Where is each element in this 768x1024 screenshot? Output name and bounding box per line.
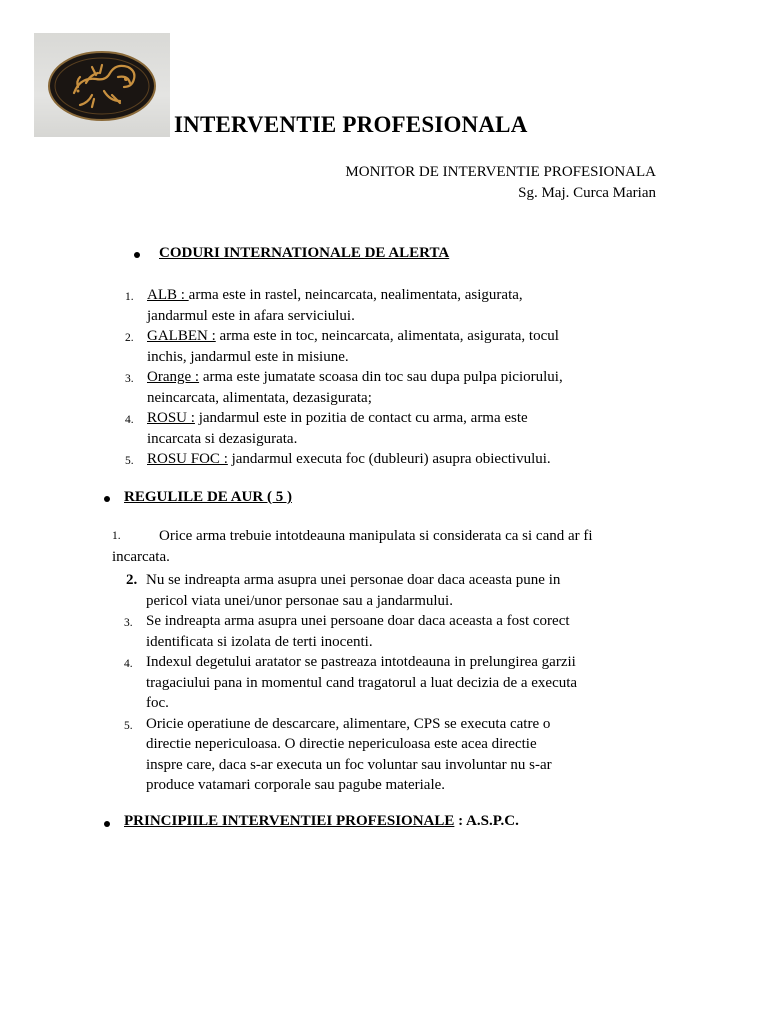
- rule-text-continuation: incarcata.: [112, 549, 170, 565]
- alert-codes-list: [125, 285, 563, 470]
- logo-image: [34, 33, 170, 137]
- author-name: Sg. Maj. Curca Marian: [518, 185, 656, 201]
- section-heading-alert-codes: CODURI INTERNATIONALE DE ALERTA: [159, 245, 450, 261]
- list-item: 3. Orange : arma este jumatate scoasa din toc sau dupa pulpa piciorului,: [125, 369, 563, 385]
- list-item: 1. ALB : arma este in rastel, neincarcata, nealimentata, asigurata,: [125, 287, 523, 303]
- list-item-continuation: incarcata si dezasigurata.: [147, 430, 298, 447]
- lion-emblem-icon: [34, 33, 170, 137]
- bullet-icon: [104, 496, 110, 502]
- author-role: MONITOR DE INTERVENTIE PROFESIONALA: [345, 164, 656, 180]
- section-heading-golden-rules: REGULILE DE AUR ( 5 ): [124, 489, 292, 505]
- rule-text: Orice arma trebuie intotdeauna manipulata si considerata ca si cand ar fi: [159, 528, 593, 544]
- list-item: 3. Se indreapta arma asupra unei persoane doar daca aceasta a fost corect: [124, 613, 570, 629]
- list-item-continuation: inchis, jandarmul este in misiune.: [147, 348, 349, 365]
- list-item: 2. Nu se indreapta arma asupra unei personae doar daca aceasta pune in: [126, 572, 561, 588]
- list-item: 5. ROSU FOC : jandarmul executa foc (dubleuri) asupra obiectivului.: [125, 451, 551, 467]
- list-item: 4. ROSU : jandarmul este in pozitia de contact cu arma, arma este: [125, 410, 528, 426]
- bullet-icon: [134, 252, 140, 258]
- list-item: 4. Indexul degetului aratator se pastreaza intotdeauna in prelungirea garzii: [124, 654, 576, 670]
- list-item-continuation: jandarmul este in afara serviciului.: [147, 307, 355, 324]
- page-title: INTERVENTIE PROFESIONALA: [174, 112, 528, 137]
- author-block: [345, 162, 656, 204]
- list-item-continuation: neincarcata, alimentata, dezasigurata;: [147, 389, 372, 406]
- list-item: 2. GALBEN : arma este in toc, neincarcata, alimentata, asigurata, tocul: [125, 328, 559, 344]
- rule-number: 1.: [112, 530, 121, 542]
- bullet-icon: [104, 821, 110, 827]
- list-item: 5. Oricie operatiune de descarcare, alimentare, CPS se executa catre o: [124, 715, 551, 732]
- golden-rules-list: 2. Nu se indreapta arma asupra unei personae doar daca aceasta pune in pericol viata unei/unor personae sau a jandarmului. 3. Se indreapta arma asupra unei persoane doar daca aceasta a fost corect identificata si izolata de terti inocenti. 4. Indexul degetului aratator se pastreaza intotdeauna in prelungirea garzii tragaciului pana in momentul cand tragatorul a luat decizia de a executa foc. 5. Oricie operatiune de descarcare, alimentare, CPS se executa catre o directie nepericuloasa. O directie nepericuloasa este acea directie inspre care, daca s-ar executa un foc voluntar sau involuntar nu s-ar produce vatamari corporale sau pagube materiale.: [124, 572, 578, 793]
- section-heading-principles: PRINCIPIILE INTERVENTIEI PROFESIONALE : A.S.P.C.: [124, 813, 519, 829]
